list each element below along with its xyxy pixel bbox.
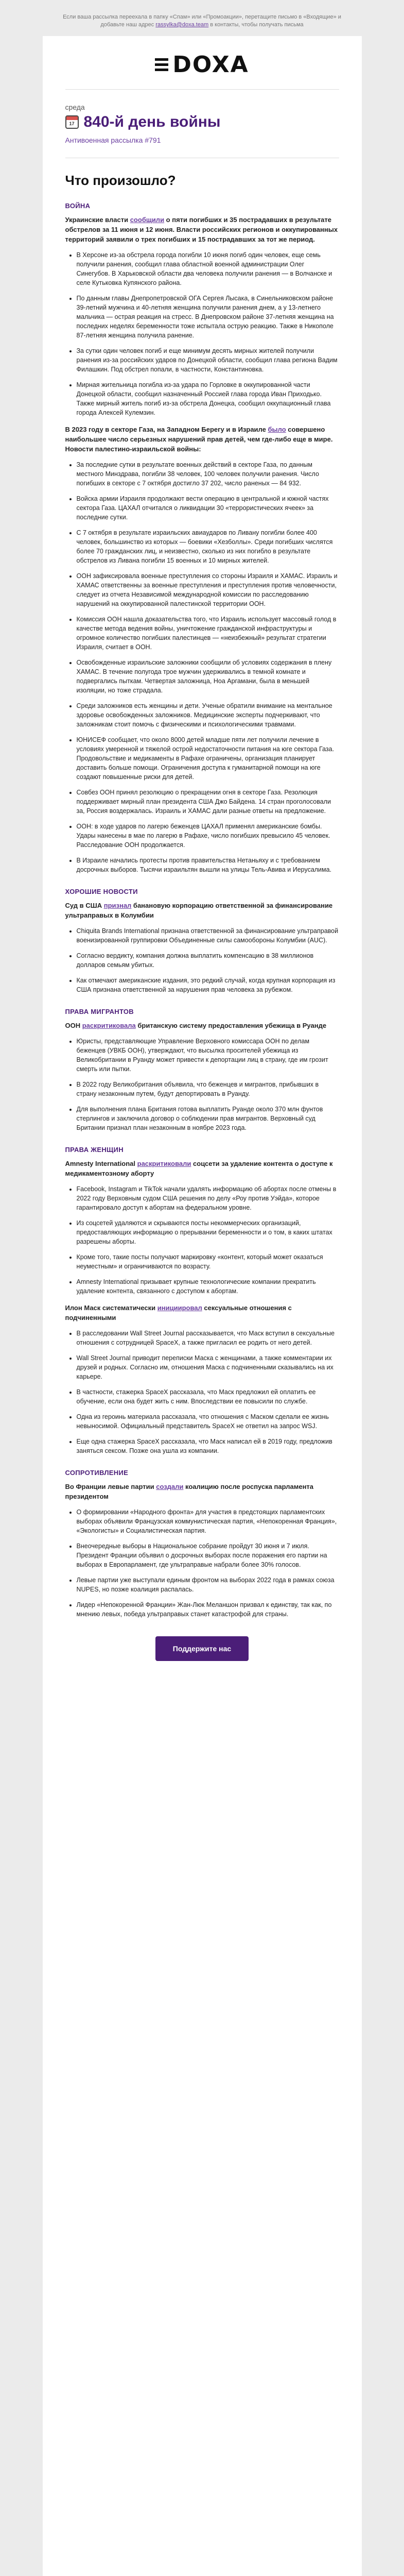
lead-israel: В 2023 году в секторе Газа, на Западном Берегу и в Израиле было совершено наибольшее число серьезных нарушений прав детей, чем где-либо еще в мире. Новости палестино-израильской войны: — [65, 426, 333, 453]
logo-text: DOXA — [172, 52, 249, 78]
list-item: • Левые партии уже выступали единым фронтом на выборах 2022 года в рамках союза NUPES, но позже коалиция распалась. — [77, 1575, 339, 1594]
list-item: • Войска армии Израиля продолжают вести операцию в центральной и южной частях сектора Газа. ЦАХАЛ отчитался о ликвидации 30 «террористических ячеек» за последние сутки. — [77, 494, 339, 522]
list-item: • По данным главы Днепропетровской ОГА Сергея Лысака, в Синельниковском районе 39-летний мужчина и 40-летняя женщина получили ранения днем, а у 13-летнего мальчика — острая реакция на стресс. В Днепровском районе 37-летняя женщина на последних неделях беременности тоже испытала острую реакцию. Также в Никополе 87-летняя женщина получила ранение. — [77, 294, 339, 340]
issue-number: Антивоенная рассылка #791 — [65, 136, 161, 144]
preheader-line2: добавьте наш адрес rassylka@doxa.team в контакты, чтобы получать письма — [100, 22, 304, 28]
cta-wrap — [65, 1636, 339, 1661]
list-item: • В расследовании Wall Street Journal рассказывается, что Маск вступил в сексуальные отношения с сотрудницей SpaceX, а также пригласил ее родить от него детей. — [77, 1329, 339, 1347]
lead-migrants-link[interactable]: раскритиковала — [82, 1022, 136, 1029]
lead-women-2: Илон Маск систематически инициировал сексуальные отношения с подчиненными — [65, 1304, 292, 1321]
weekday: среда — [65, 103, 85, 111]
logo-bars-icon — [155, 58, 168, 71]
lead-good-news-link[interactable]: признал — [103, 902, 132, 909]
list-item: • Для выполнения плана Британия готова выплатить Руанде около 370 млн фунтов стерлингов и заключила договор о соблюдении прав мигрантов. Верховный суд Британии признал план незаконным в ноябре 2023 года. — [77, 1105, 339, 1132]
lead-women-link[interactable]: раскритиковали — [137, 1160, 191, 1167]
list-good-news — [65, 926, 339, 994]
list-item: • Из соцсетей удаляются и скрываются посты некоммерческих организаций, предоставляющих информацию о прерывании беременности и о том, в каких штатах разрешены аборты. — [77, 1218, 339, 1246]
doxa-logo[interactable] — [155, 52, 249, 78]
list-item: • В частности, стажерка SpaceX рассказала, что Маск предложил ей оплатить ее обучение, если она будет жить с ним. Впоследствии ее повысили по службе. — [77, 1387, 339, 1406]
list-item: • Мирная жительница погибла из-за удара по Горловке в оккупированной части Донецкой области, сообщил назначенный Россией глава города Иван Приходько. Также мирный житель погиб из-за обстрела Донецка, сообщил оккупационный глава города Алексей Кулемзин. — [77, 380, 339, 417]
list-resistance — [65, 1507, 339, 1619]
list-item: • Совбез ООН принял резолюцию о прекращении огня в секторе Газа. Резолюция поддерживает мирный план президента США Джо Байдена. 14 стран проголосовали за, Россия воздержалась. Израиль и ХАМАС дали разные ответы на предложение. — [77, 788, 339, 816]
list-war — [65, 250, 339, 417]
content — [43, 173, 362, 1661]
list-item: • В Израиле начались протесты против правительства Нетаньяху и с требованием досрочных выборов. Тысячи израильтян вышли на улицы Тель-Авива и Иерусалима. — [77, 856, 339, 874]
lead-war-link[interactable]: сообщили — [130, 216, 165, 224]
calendar-icon: 17 — [65, 115, 79, 129]
list-item: • О формировании «Народного фронта» для участия в предстоящих парламентских выборах объявили Французская коммунистическая партия, «Непокоренная Франция», «Экологисты» и Социалистическая партия. — [77, 1507, 339, 1535]
lead-migrants: ООН раскритиковала британскую систему предоставления убежища в Руанде — [65, 1022, 327, 1029]
list-item: • Одна из героинь материала рассказала, что отношения с Маском сделали ее жизнь невыносимой. Официальный представитель SpaceX не ответил на запрос WSJ. — [77, 1412, 339, 1431]
list-item: • Wall Street Journal приводит переписки Маска с женщинами, а также комментарии их друзей и родных. Согласно им, отношения Маска с подчиненными сказывались на их карьере. — [77, 1353, 339, 1381]
list-item: • Кроме того, такие посты получают маркировку «контент, который может оказаться неуместным» и ограничиваются по возрасту. — [77, 1252, 339, 1271]
heading-war: ВОЙНА — [65, 202, 91, 210]
list-item: • Внеочередные выборы в Национальное собрание пройдут 30 июня и 7 июля. Президент Франции объявил о досрочных выборах после поражения его партии на выборах в Европарламент, где ультраправые набрали более 30% голосов. — [77, 1541, 339, 1569]
list-item: • В 2022 году Великобритания объявила, что беженцев и мигрантов, прибывших в страну незаконным путем, будут депортировать в Руанду. — [77, 1080, 339, 1098]
list-item: • Facebook, Instagram и TikTok начали удалять информацию об абортах после отмены в 2022 году Верховным судом США решения по делу «Роу против Уэйда», которое гарантировало доступ к абортам на федеральном уровне. — [77, 1184, 339, 1212]
list-item: • Как отмечают американские издания, это редкий случай, когда крупная корпорация из США признана ответственной за нарушения прав человека за рубежом. — [77, 976, 339, 994]
list-item: • Комиссия ООН нашла доказательства того, что Израиль использует массовый голод в качестве метода ведения войны, уничтожение гражданской инфраструктуры и огромное количество погибших палестинцев — «неизбежный» результат стратегии Израиля, считает в ООН. — [77, 615, 339, 652]
list-item: • Еще одна стажерка SpaceX рассказала, что Маск написал ей в 2019 году, предложив заняться сексом. Позже она ушла из компании. — [77, 1437, 339, 1455]
lead-good-news: Суд в США признал банановую корпорацию ответственной за финансирование ультраправых в Колумбии — [65, 902, 333, 919]
list-item: • ООН: в ходе ударов по лагерю беженцев ЦАХАЛ применял американские бомбы. Удары нанесены в мае по лагерю в Рафахе, число погибших превысило 45 человек. Расследование ООН продолжается. — [77, 822, 339, 850]
headline-row — [65, 113, 339, 131]
list-item: • ЮНИСЕФ сообщает, что около 8000 детей младше пяти лет получили лечение в условиях умеренной и тяжелой острой недостаточности питания на юге сектора Газа. Продовольствие и медикаменты в Рафахе ограничены, организация планирует доставить больше помощи. Ограничения доступа к гуманитарной помощи на юге создают повышенные риски для детей. — [77, 735, 339, 782]
list-israel — [65, 460, 339, 874]
list-item: • С 7 октября в результате израильских авиаударов по Ливану погибли более 400 человек, большинство из которых — боевики «Хезболлы». Среди погибших числятся более 70 гражданских лиц, и неизвестно, сколько из них погибло в результате обстрелов из Ливана погибли 15 военных и 10 мирных жителей. — [77, 528, 339, 565]
list-item: • За сутки один человек погиб и еще минимум десять мирных жителей получили ранения из-за российских ударов по Донецкой области, сообщил глава региона Вадим Филашкин. Под обстрел попали, в частности, Константиновка. — [77, 346, 339, 374]
list-item: • Среди заложников есть женщины и дети. Ученые обратили внимание на ментальное здоровье освобожденных заложников. Медицинские эксперты подчеркивают, что заложникам стоит помочь с физическими и психологическими травмами. — [77, 701, 339, 729]
lead-resistance-link[interactable]: создали — [156, 1483, 184, 1490]
heading-migrants: ПРАВА МИГРАНТОВ — [65, 1008, 134, 1015]
support-us-button[interactable]: Поддержите нас — [155, 1636, 249, 1661]
list-item: • ООН зафиксировала военные преступления со стороны Израиля и ХАМАС. Израиль и ХАМАС ответственны за военные преступления и преступления против человечности, следует из отчета Независимой международной комиссии по расследованию нарушений на оккупированной палестинской территории ООН. — [77, 571, 339, 608]
lead-women-2-link[interactable]: инициировал — [157, 1304, 202, 1312]
newsletter-card — [43, 36, 362, 2576]
list-women-2 — [65, 1329, 339, 1455]
lead-women: Amnesty International раскритиковали соцсети за удаление контента о доступе к медикаментозному аборту — [65, 1160, 333, 1177]
list-item: • Согласно вердикту, компания должна выплатить компенсацию в 38 миллионов долларов семьям убитых. — [77, 951, 339, 970]
lead-resistance: Во Франции левые партии создали коалицию после роспуска парламента президентом — [65, 1483, 314, 1500]
lead-war: Украинские власти сообщили о пяти погибших и 35 пострадавших в результате обстрелов за 11 июня и 12 июня. Власти российских регионов и оккупированных территорий заявили о трех погибших и 15 пострадавших за тот же период. — [65, 216, 338, 243]
heading-good-news: ХОРОШИЕ НОВОСТИ — [65, 888, 138, 895]
list-item: • Юристы, представляющие Управление Верховного комиссара ООН по делам беженцев (УВКБ ООН), утверждают, что высылка просителей убежища из Великобритании в Руанду может привести к депортации лиц в страну, где им грозит смерть или пытки. — [77, 1037, 339, 1074]
section-title-what: Что произошло? — [65, 173, 176, 188]
list-item: • Chiquita Brands International признана ответственной за финансирование ультраправой военизированной группировки Объединенные силы самообороны Колумбии (AUC). — [77, 926, 339, 945]
lead-israel-link[interactable]: было — [268, 426, 286, 433]
list-item: • Amnesty International призывает крупные технологические компании прекратить удаление контента, связанного с доступом к абортам. — [77, 1277, 339, 1296]
logo-wrap — [65, 52, 339, 90]
card-header — [43, 36, 362, 158]
page-title: 840-й день войны — [83, 113, 221, 130]
list-item: • За последние сутки в результате военных действий в секторе Газа, по данным местного Минздрава, погибли 38 человек, 100 человек получили ранения. Число погибших в секторе с 7 октября достигло 37 202, число раненых — 84 932. — [77, 460, 339, 488]
heading-women: ПРАВА ЖЕНЩИН — [65, 1146, 124, 1154]
heading-resistance: СОПРОТИВЛЕНИЕ — [65, 1469, 129, 1477]
list-women — [65, 1184, 339, 1296]
preheader — [0, 0, 404, 36]
preheader-line1: Если ваша рассылка переехала в папку «Спам» или «Промоакции», перетащите письмо в «Входящие» и — [63, 14, 341, 20]
list-item: • Освобожденные израильские заложники сообщили об условиях содержания в плену ХАМАС. В течение полугода трое мужчин удерживались в темной комнате и подвергались пыткам. Четвертая заложница, Ноа Аргамани, была в меньшей изоляции, но тоже страдала. — [77, 658, 339, 695]
list-migrants — [65, 1037, 339, 1132]
preheader-email-link[interactable]: rassylka@doxa.team — [155, 22, 209, 28]
list-item: • В Херсоне из-за обстрела города погибли 10 июня погиб один человек, еще семь получили ранения, сообщил глава областной военной администрации Олег Синегубов. В Харьковской области два человека получили ранения — в Волчанске и селе Кутьковка Купянского района. — [77, 250, 339, 287]
list-item: • Лидер «Непокоренной Франции» Жан-Люк Меланшон призвал к единству, так как, по мнению левых, победа ультраправых станет катастрофой для страны. — [77, 1600, 339, 1619]
